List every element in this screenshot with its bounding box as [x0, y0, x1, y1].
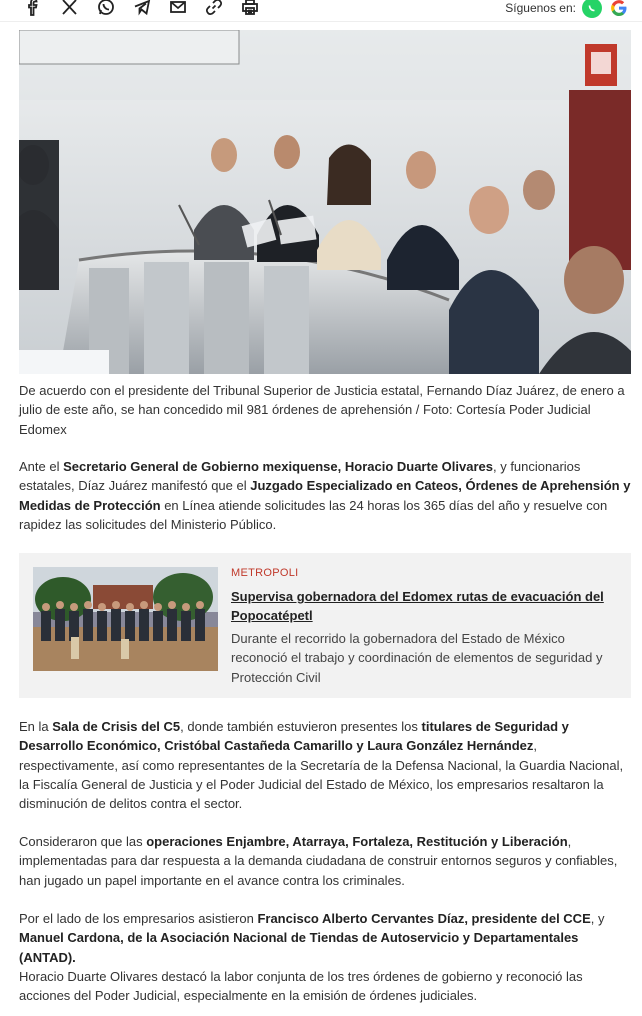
whatsapp-icon[interactable]: [94, 0, 118, 18]
article-main-photo: [19, 30, 631, 374]
related-article-description: Durante el recorrido la gobernadora del Estado de México reconoció el trabajo y coordinación de elementos de seguridad y Protección Civil: [231, 631, 603, 685]
photo-caption: De acuerdo con el presidente del Tribunal Superior de Justicia estatal, Fernando Díaz Juárez, de enero a julio de este año, se han concedido mil 981 órdenes de aprehensión / Foto: Cortesía Poder Judicial Edomex: [19, 383, 625, 437]
share-icons: [22, 0, 262, 18]
related-article-text: [231, 567, 611, 687]
paragraph-4: [19, 909, 631, 967]
p1-text-1: Ante el: [19, 459, 64, 474]
facebook-icon[interactable]: [22, 0, 46, 18]
x-icon[interactable]: [58, 0, 82, 18]
p4-text-2: , y: [590, 911, 605, 926]
meeting-photo-illustration: [19, 30, 631, 374]
p2-bold-1: Sala de Crisis del C5: [52, 719, 181, 734]
related-article-card[interactable]: [19, 553, 631, 698]
p1-bold-2: Juzgado Especializado en Cateos, Órdenes de Aprehensión y Medidas de Protección: [19, 478, 631, 513]
p3-text-2: , implementadas para dar respuesta a la demanda ciudadana de construir entornos seguros y confiables, han jugado un papel importante en el avance contra los criminales.: [19, 834, 618, 888]
google-news-icon[interactable]: [608, 0, 630, 19]
p3-text-1: Consideraron que las: [19, 834, 147, 849]
whatsapp-follow-icon[interactable]: [582, 0, 602, 18]
p2-bold-2: titulares de Seguridad y Desarrollo Económico, Cristóbal Castañeda Camarillo y Laura González Hernández: [19, 719, 569, 754]
follow-label: Síguenos en:: [505, 1, 576, 15]
p1-bold-1: Secretario General de Gobierno mexiquense, Horacio Duarte Olivares: [63, 459, 493, 474]
paragraph-5: [19, 967, 631, 1006]
p3-bold-1: operaciones Enjambre, Atarraya, Fortaleza, Restitución y Liberación: [146, 834, 568, 849]
related-article-title-link[interactable]: Supervisa gobernadora del Edomex rutas de evacuación del Popocatépetl: [231, 589, 604, 623]
p2-text-2: , donde también estuvieron presentes los: [180, 719, 422, 734]
share-bar: [0, 0, 642, 22]
p2-text-3: , respectivamente, así como representantes de la Secretaría de la Defensa Nacional, la Guardia Nacional, la Fiscalía General de Justicia y el Poder Judicial del Estado de México, los empresarios resaltaron la disminución de delitos contra el sector.: [19, 738, 624, 812]
mail-icon[interactable]: [166, 0, 190, 18]
follow-us: [505, 0, 630, 19]
p4-text-1: Por el lado de los empresarios asistieron: [19, 911, 258, 926]
p4-bold-1: Francisco Alberto Cervantes Díaz, presidente del CCE: [257, 911, 591, 926]
paragraph-2: [19, 717, 631, 813]
telegram-icon[interactable]: [130, 0, 154, 18]
p5-text-1: Horacio Duarte Olivares destacó la labor conjunta de los tres órdenes de gobierno y reconoció las acciones del Poder Judicial, especialmente en la emisión de órdenes judiciales.: [19, 969, 583, 1004]
group-photo-illustration: [33, 567, 218, 671]
related-article-thumbnail[interactable]: [33, 567, 218, 671]
p1-text-3: en Línea atiende solicitudes las 24 horas los 365 días del año y resuelve con rapidez las solicitudes del Ministerio Público.: [19, 497, 608, 532]
p4-bold-2: Manuel Cardona, de la Asociación Nacional de Tiendas de Autoservicio y Departamentales (ANTAD).: [19, 930, 579, 965]
p2-text-1: En la: [19, 719, 53, 734]
paragraph-1: [19, 457, 631, 534]
paragraph-3: [19, 832, 631, 890]
print-icon[interactable]: [238, 0, 262, 18]
link-icon[interactable]: [202, 0, 226, 18]
related-article-category[interactable]: METROPOLI: [231, 567, 299, 579]
p1-text-2: , y funcionarios estatales, Díaz Juárez manifestó que el: [19, 459, 581, 494]
